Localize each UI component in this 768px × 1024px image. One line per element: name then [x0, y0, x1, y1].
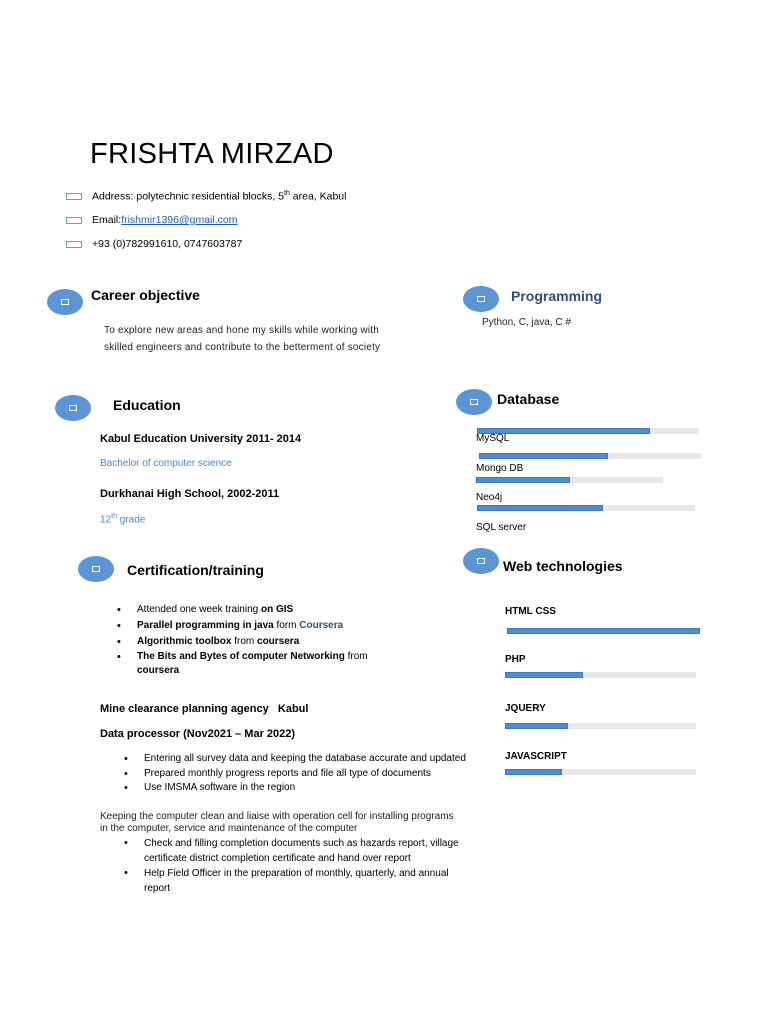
experience-list [120, 752, 480, 796]
cert-item: • Parallel programming in java form Coursera [113, 618, 413, 634]
education-detail-1: Bachelor of computer science [100, 458, 232, 469]
experience-paragraph: Keeping the computer clean and liaise with operation cell for installing programs in the computer, service and maintenance of the computer [100, 811, 454, 834]
db-label-mongodb: Mongo DB [476, 463, 524, 474]
experience-item: • Entering all survey data and keeping the database accurate and updated [120, 752, 480, 767]
email-icon [66, 217, 82, 224]
email-row [66, 214, 237, 226]
programming-text: Python, C, java, C # [482, 317, 571, 328]
web-bar-php-fill [505, 672, 583, 678]
education-title: Education [113, 397, 181, 413]
web-bar-php [505, 672, 696, 678]
db-bar-neo4j [476, 477, 663, 483]
education-detail-2: 12th grade [100, 513, 146, 526]
database-bullet-icon [456, 389, 492, 415]
web-bar-javascript-fill [505, 769, 562, 775]
web-label-php: PHP [505, 654, 526, 665]
db-bar-neo4j-fill [476, 477, 570, 483]
web-label-htmlcss: HTML CSS [505, 606, 556, 617]
web-title: Web technologies [503, 558, 623, 574]
db-label-sqlserver: SQL server [476, 522, 527, 533]
web-bullet-icon [463, 548, 499, 574]
web-bar-jquery [505, 723, 696, 729]
phone-icon [66, 241, 82, 248]
database-title: Database [497, 391, 560, 407]
db-bar-mysql [477, 428, 699, 434]
email-label: Email: [92, 214, 122, 226]
db-bar-sqlserver-fill [477, 505, 603, 511]
education-bullet-icon [55, 395, 91, 421]
cert-item: • Algorithmic toolbox from coursera [113, 634, 413, 650]
db-bar-sqlserver [477, 505, 695, 511]
experience-item: • Prepared monthly progress reports and file all type of documents [120, 767, 480, 782]
db-label-neo4j: Neo4j [476, 492, 503, 503]
certification-list [113, 602, 413, 678]
web-bar-jquery-fill [505, 723, 568, 729]
certification-title: Certification/training [127, 562, 264, 578]
db-bar-mongodb-fill [479, 453, 608, 459]
address-icon [66, 193, 82, 200]
education-school-1: Kabul Education University 2011- 2014 [100, 433, 302, 445]
education-school-2: Durkhanai High School, 2002-2011 [100, 488, 280, 500]
address-text: Address: polytechnic residential blocks, 5th area, Kabul [92, 190, 347, 203]
experience-org: Mine clearance planning agency Kabul [100, 703, 309, 715]
career-text: To explore new areas and hone my skills while working with skilled engineers and contribute to the betterment of society [104, 325, 381, 353]
programming-title: Programming [511, 288, 603, 304]
experience-role: Data processor (Nov2021 – Mar 2022) [100, 728, 296, 740]
programming-bullet-icon [463, 286, 499, 312]
career-bullet-icon [47, 289, 83, 315]
web-bar-htmlcss [507, 628, 700, 634]
web-bar-htmlcss-fill [507, 628, 700, 634]
phone-row [66, 238, 242, 250]
career-title: Career objective [91, 287, 200, 303]
experience-item: • Use IMSMA software in the region [120, 781, 480, 796]
db-label-mysql: MySQL [476, 433, 510, 444]
experience-item: • Help Field Officer in the preparation of monthly, quarterly, and annual report [120, 866, 480, 896]
experience-list-2 [120, 836, 480, 896]
cert-item: • The Bits and Bytes of computer Networking from coursera [113, 650, 413, 678]
web-label-javascript: JAVASCRIPT [505, 751, 567, 762]
web-bar-javascript [505, 769, 696, 775]
web-label-jquery: JQUERY [505, 703, 546, 714]
certification-bullet-icon [78, 556, 114, 582]
experience-item: • Check and filling completion documents such as hazards report, village certificate district completion certificate and hand over report [120, 836, 480, 866]
resume-name: FRISHTA MIRZAD [90, 138, 334, 170]
db-bar-mongodb [479, 453, 701, 459]
email-link[interactable]: frishmir1396@gmail.com [121, 214, 238, 226]
address-row [66, 190, 346, 203]
cert-item: • Attended one week training on GIS [113, 602, 413, 618]
phone-text: +93 (0)782991610, 0747603787 [92, 238, 243, 250]
